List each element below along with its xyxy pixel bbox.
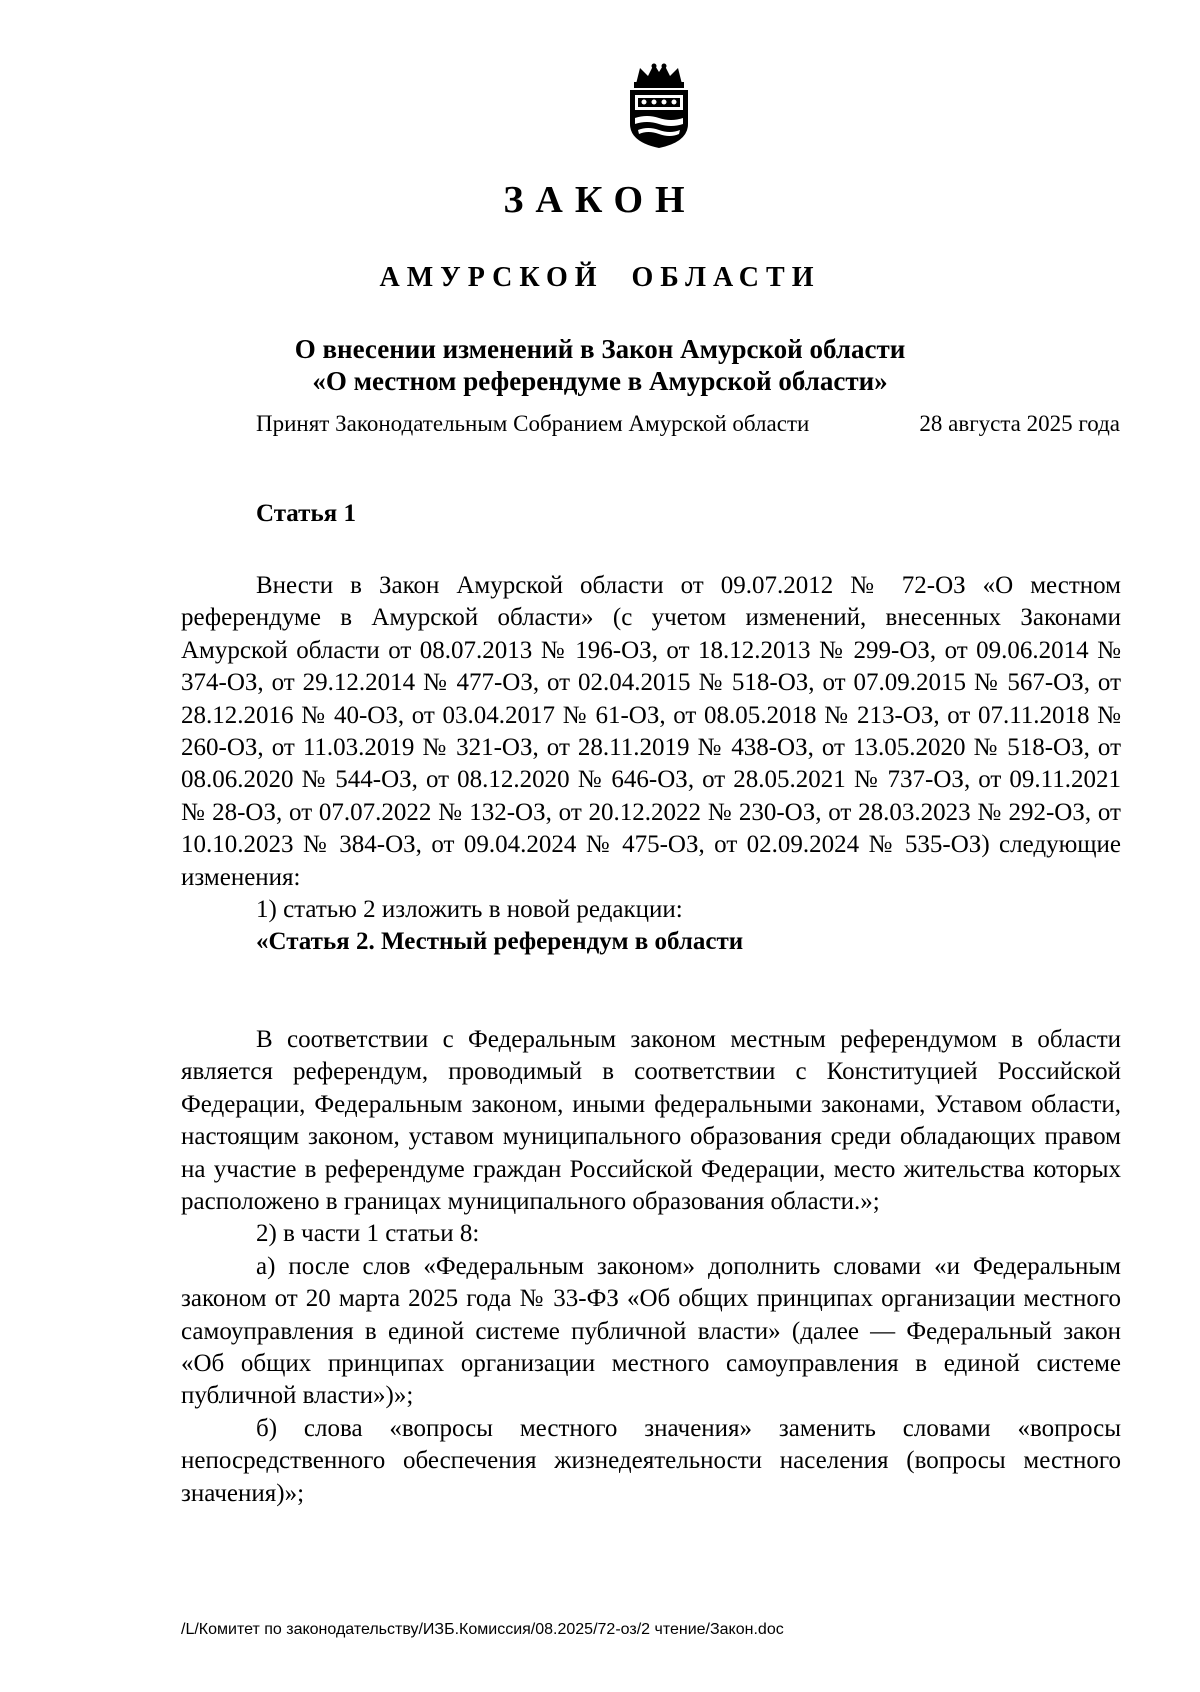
new-article-2-text: В соответствии с Федеральным законом местным референдумом в области является референдум, проводимый в соответствии с Конституцией Российской Федерации, Федеральным законом, иными федеральными законами, Уставом области, настоящим законом, уставом муниципального образования среди обладающих правом на участие в референдуме граждан Российской Федерации, место жительства которых расположено в границах муниципального образования области.»; [181, 1026, 1121, 1216]
item-2b: б) слова «вопросы местного значения» заменить словами «вопросы непосредственного обеспечения жизнедеятельности населения (вопросы местного значения)»; [181, 1414, 1121, 1507]
item-1: 1) статью 2 изложить в новой редакции: [256, 896, 683, 924]
adopted-by: Принят Законодательным Собранием Амурской области [256, 411, 810, 436]
new-article-2-heading: «Статья 2. Местный референдум в области [256, 928, 744, 956]
region-text: АМУРСКОЙ ОБЛАСТИ [379, 262, 821, 293]
law-title: ЗАКОН [503, 179, 697, 221]
item-2: 2) в части 1 статьи 8: [256, 1220, 480, 1248]
item-2a: а) после слов «Федеральным законом» дополнить словами «и Федеральным законом от 20 марта 2025 года № 33-ФЗ «Об общих принципах организации местного самоуправления в единой системе публичной власти» (далее — Федеральный закон «Об общих принципах организации местного самоуправления в единой системе публичной власти»)»; [181, 1252, 1121, 1410]
file-path-footer: /L/Комитет по законодательству/ИЗБ.Комиссия/08.2025/72-оз/2 чтение/Закон.doc [181, 1621, 784, 1638]
subtitle-line-1: О внесении изменений в Закон Амурской области [294, 334, 906, 364]
law-subtitle [0, 333, 1200, 397]
article-1-intro: Внести в Закон Амурской области от 09.07.2012 № 72-ОЗ «О местном референдуме в Амурской области» (с учетом изменений, внесенных Законами Амурской области от 08.07.2013 № 196-ОЗ, от 18.12.2013 № 299-ОЗ, от 09.06.2014 № 374-ОЗ, от 29.12.2014 № 477-ОЗ, от 02.04.2015 № 518-ОЗ, от 07.09.2015 № 567-ОЗ, от 28.12.2016 № 40-ОЗ, от 03.04.2017 № 61-ОЗ, от 08.05.2018 № 213-ОЗ, от 07.11.2018 № 260-ОЗ, от 11.03.2019 № 321-ОЗ, от 28.11.2019 № 438-ОЗ, от 13.05.2020 № 518-ОЗ, от 08.06.2020 № 544-ОЗ, от 08.12.2020 № 646-ОЗ, от 28.05.2021 № 737-ОЗ, от 09.11.2021 № 28-ОЗ, от 07.07.2022 № 132-ОЗ, от 20.12.2022 № 230-ОЗ, от 28.03.2023 № 292-ОЗ, от 10.10.2023 № 384-ОЗ, от 09.04.2024 № 475-ОЗ, от 02.09.2024 № 535-ОЗ) следующие изменения: [181, 572, 1121, 891]
coat-of-arms-emblem [624, 62, 694, 150]
article-1-heading: Статья 1 [256, 500, 356, 527]
subtitle-line-2: «О местном референдуме в Амурской области» [312, 366, 888, 396]
article-1-body [181, 570, 1121, 959]
article-1-continued [181, 1024, 1121, 1510]
adoption-date: 28 августа 2025 года [919, 411, 1120, 436]
region-title [0, 262, 1200, 294]
